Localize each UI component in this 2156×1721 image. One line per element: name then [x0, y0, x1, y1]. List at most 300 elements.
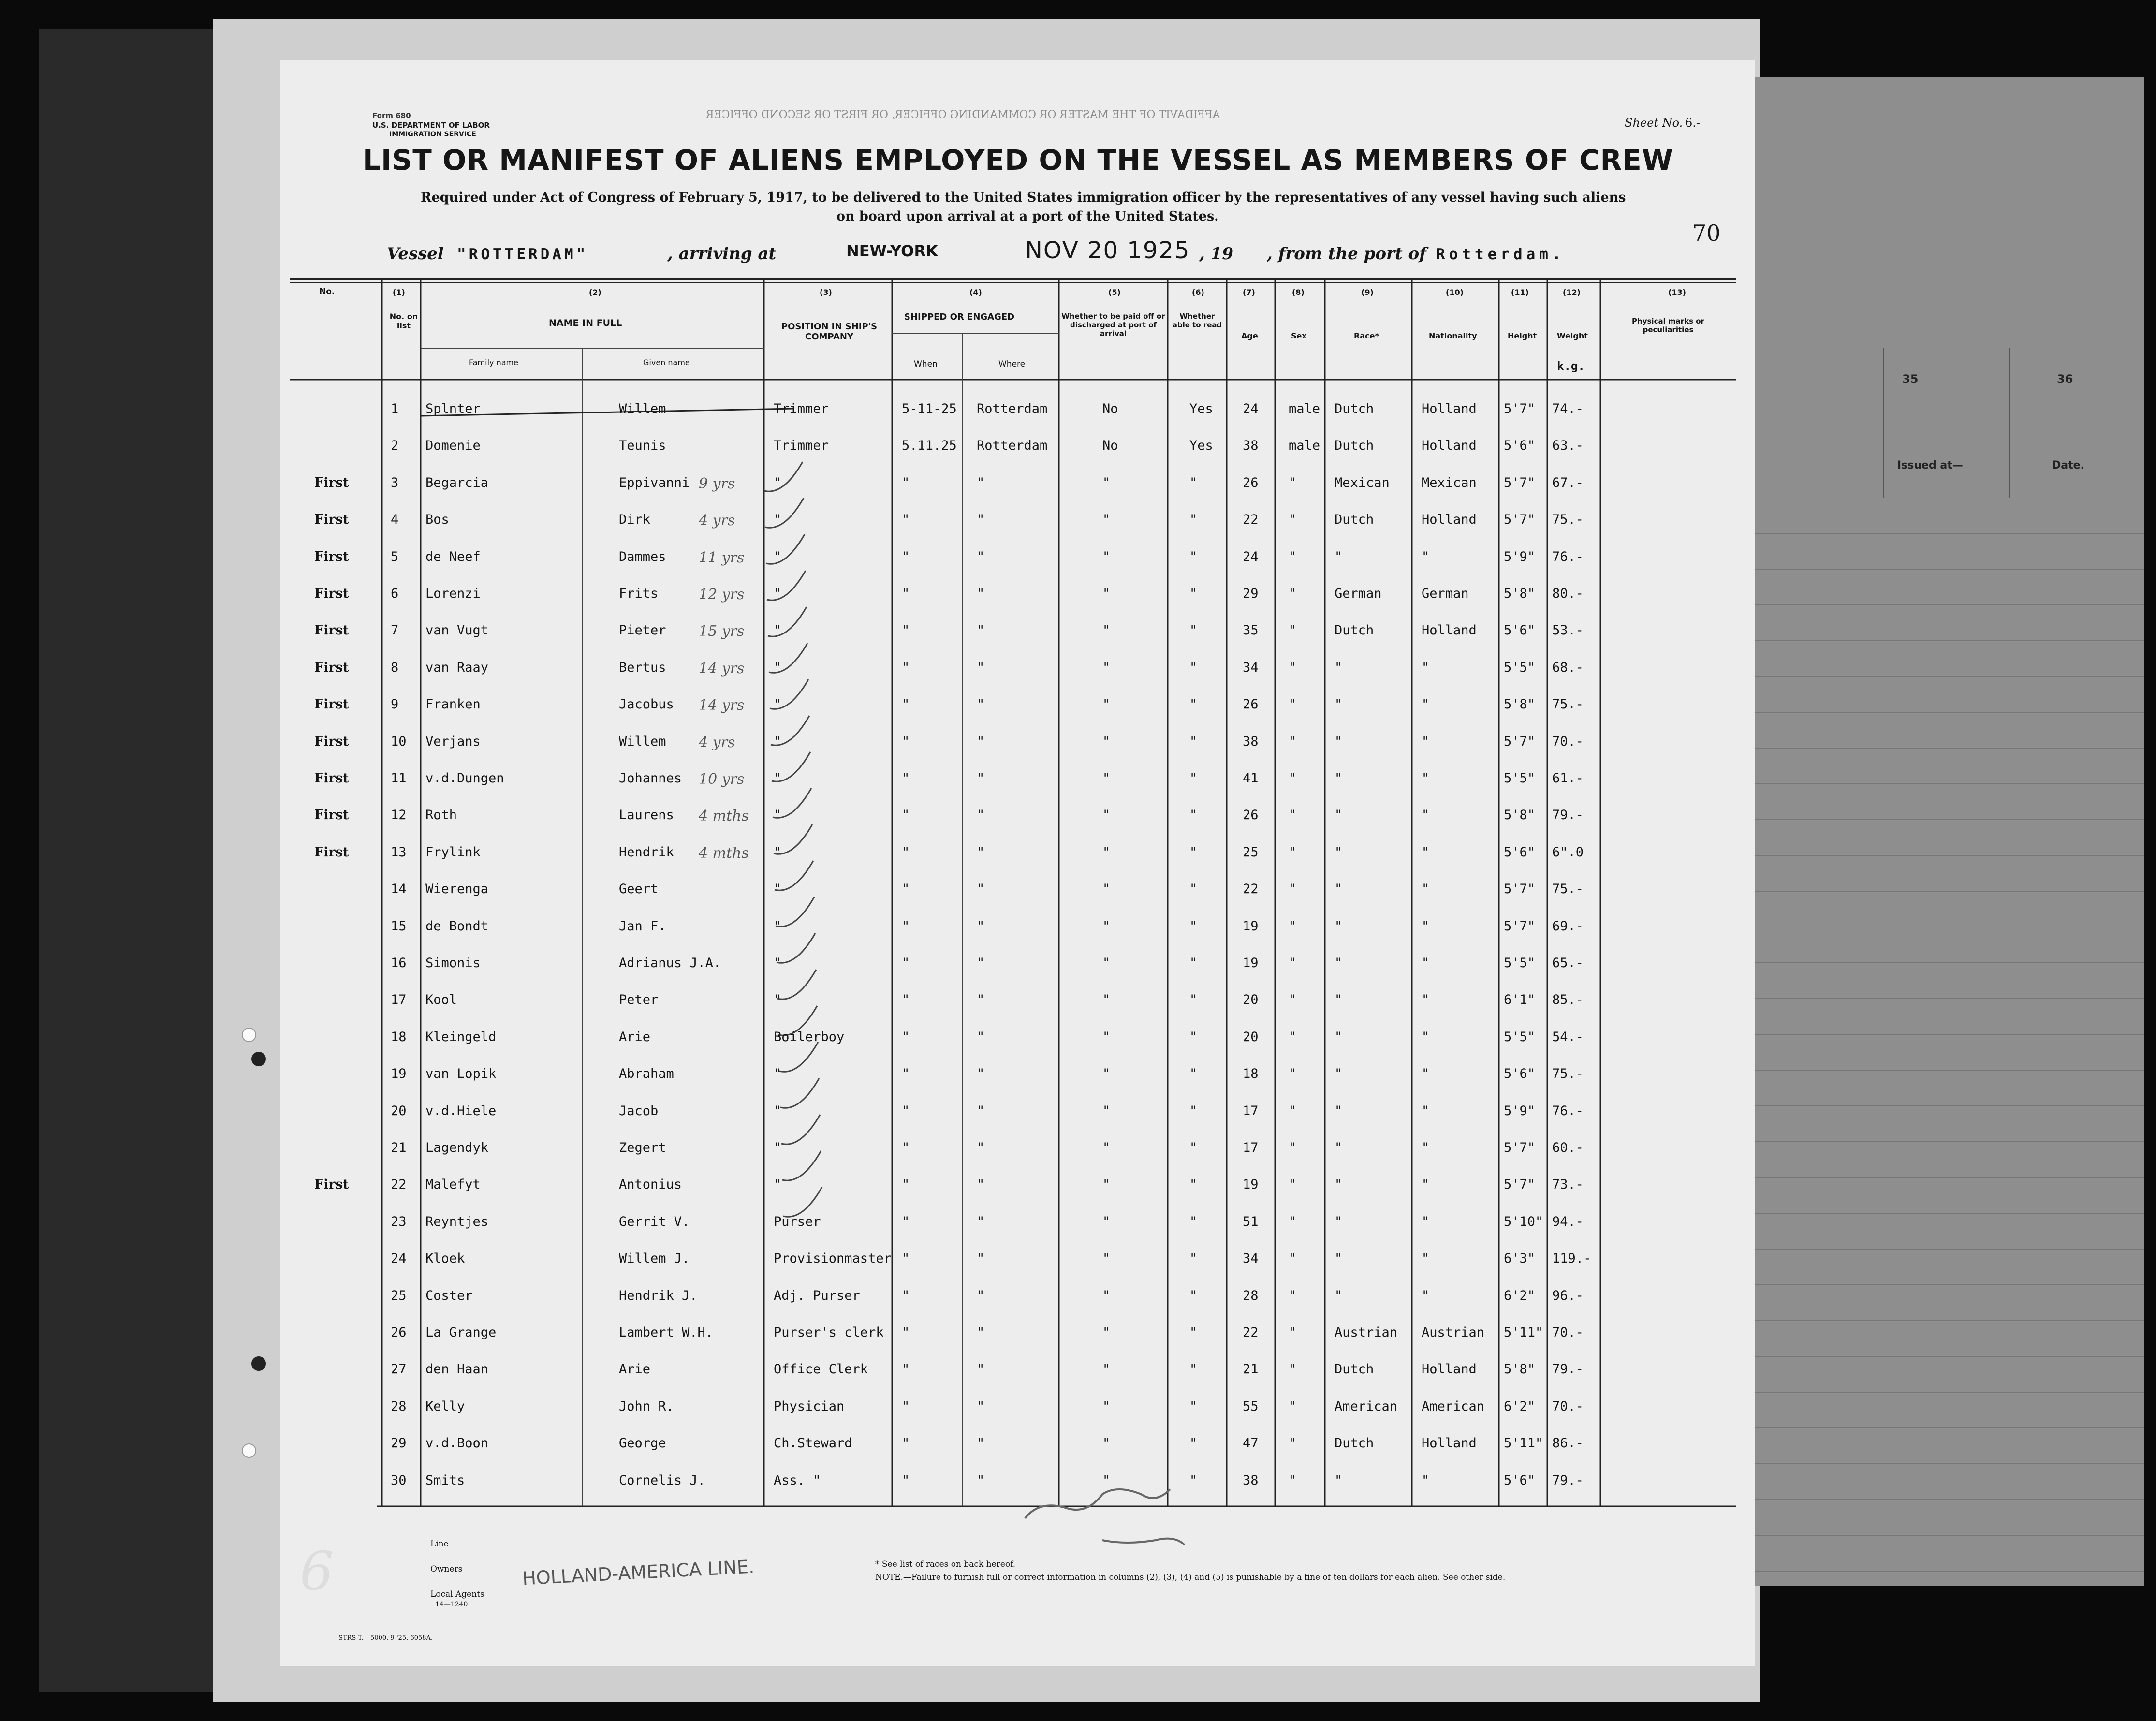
row-paid-off: ": [1102, 1362, 1111, 1377]
row-weight: 86.-: [1552, 1436, 1584, 1451]
row-position: ": [774, 623, 782, 638]
row-race: ": [1335, 734, 1343, 749]
row-race: ": [1335, 882, 1343, 897]
row-nationality: ": [1422, 1103, 1430, 1118]
row-given-name: Willem: [619, 734, 666, 749]
row-shipped-where: ": [977, 882, 985, 897]
row-sex: ": [1289, 697, 1297, 712]
row-sex: male: [1289, 401, 1320, 416]
row-shipped-where: ": [977, 1362, 985, 1377]
row-given-name: Antonius: [619, 1177, 682, 1192]
row-weight: 6".0: [1552, 844, 1584, 860]
col1-label: No. on list: [389, 312, 418, 330]
row-able-to-read: ": [1189, 660, 1198, 675]
col4-number: (4): [969, 288, 982, 297]
row-paid-off: No: [1102, 438, 1118, 454]
row-given-name: Hendrik: [619, 844, 674, 860]
row-weight: 63.-: [1552, 438, 1584, 454]
row-position: ": [774, 549, 782, 564]
row-mark: First: [314, 771, 349, 786]
row-race: Mexican: [1335, 475, 1390, 490]
row-able-to-read: ": [1189, 697, 1198, 712]
local-agents-label: Local Agents: [430, 1589, 484, 1599]
date-stamp: NOV 20 1925: [1025, 237, 1190, 264]
row-given-name: Gerrit V.: [619, 1214, 690, 1229]
row-family-name: van Raay: [425, 660, 489, 675]
row-height: 6'2": [1504, 1288, 1536, 1303]
row-shipped-where: ": [977, 844, 985, 860]
row-able-to-read: ": [1189, 512, 1198, 528]
row-weight: 70.-: [1552, 1325, 1584, 1340]
row-position: Trimmer: [774, 401, 829, 416]
row-age: 19: [1243, 1177, 1259, 1192]
row-paid-off: ": [1102, 623, 1111, 638]
row-shipped-where: ": [977, 992, 985, 1008]
row-number: 6: [391, 586, 399, 601]
row-sex: ": [1289, 1140, 1297, 1155]
col1-number: (1): [393, 288, 405, 297]
row-able-to-read: ": [1189, 992, 1198, 1008]
row-race: ": [1335, 808, 1343, 823]
row-number: 27: [391, 1362, 407, 1377]
row-position: ": [774, 475, 782, 490]
col5-label: Whether to be paid off or discharged at port of arrival: [1061, 312, 1165, 338]
row-age: 21: [1243, 1362, 1259, 1377]
row-race: ": [1335, 844, 1343, 860]
row-shipped-when: ": [902, 844, 910, 860]
row-weight: 54.-: [1552, 1029, 1584, 1044]
col4-label: SHIPPED OR ENGAGED: [904, 312, 1015, 322]
row-shipped-where: ": [977, 512, 985, 528]
row-height: 6'2": [1504, 1398, 1536, 1414]
row-sex: ": [1289, 549, 1297, 564]
row-sex: ": [1289, 512, 1297, 528]
row-mark: First: [314, 512, 349, 528]
row-height: 5'9": [1504, 1103, 1536, 1118]
row-sex: ": [1289, 1398, 1297, 1414]
row-weight: 119.-: [1552, 1251, 1592, 1266]
row-mark: First: [314, 549, 349, 564]
row-weight: 70.-: [1552, 734, 1584, 749]
row-race: ": [1335, 918, 1343, 934]
row-weight: 79.-: [1552, 808, 1584, 823]
row-race: German: [1335, 586, 1382, 601]
row-given-name: Peter: [619, 992, 659, 1008]
row-shipped-when: ": [902, 697, 910, 712]
row-number: 25: [391, 1288, 407, 1303]
row-weight: 60.-: [1552, 1140, 1584, 1155]
races-note: * See list of races on back hereof.: [875, 1559, 1016, 1569]
row-family-name: Wierenga: [425, 882, 489, 897]
requirement-line-2: on board upon arrival at a port of the United States.: [836, 209, 1219, 224]
row-nationality: ": [1422, 1288, 1430, 1303]
row-nationality: ": [1422, 992, 1430, 1008]
col13-label: Physical marks or peculiarities: [1632, 317, 1704, 334]
row-given-name: Adrianus J.A.: [619, 956, 721, 971]
row-height: 5'7": [1504, 734, 1536, 749]
col3-label: POSITION IN SHIP'S COMPANY: [781, 322, 878, 342]
row-shipped-when: ": [902, 475, 910, 490]
col4-when-header: When: [914, 359, 938, 369]
col9-label: Race*: [1354, 331, 1379, 340]
row-able-to-read: ": [1189, 586, 1198, 601]
row-paid-off: ": [1102, 1066, 1111, 1082]
row-given-name: Jan F.: [619, 918, 666, 934]
row-age: 19: [1243, 956, 1259, 971]
row-family-name: van Vugt: [425, 623, 489, 638]
row-given-name: Frits: [619, 586, 659, 601]
row-family-name: Coster: [425, 1288, 473, 1303]
row-family-name: v.d.Boon: [425, 1436, 489, 1451]
row-given-name: Hendrik J.: [619, 1288, 698, 1303]
row-race: Dutch: [1335, 438, 1374, 454]
row-weight: 74.-: [1552, 401, 1584, 416]
row-able-to-read: ": [1189, 844, 1198, 860]
row-shipped-when: ": [902, 512, 910, 528]
row-family-name: de Neef: [425, 549, 481, 564]
row-nationality: ": [1422, 1251, 1430, 1266]
row-position: ": [774, 956, 782, 971]
row-family-name: Malefyt: [425, 1177, 481, 1192]
row-shipped-when: ": [902, 1214, 910, 1229]
row-paid-off: ": [1102, 808, 1111, 823]
row-number: 2: [391, 438, 399, 454]
row-number: 3: [391, 475, 399, 490]
from-port: Rotterdam.: [1436, 246, 1565, 263]
row-shipped-when: ": [902, 1103, 910, 1118]
row-paid-off: ": [1102, 1251, 1111, 1266]
vessel-label: Vessel: [387, 244, 444, 264]
row-given-name: Geert: [619, 882, 659, 897]
row-handwritten-note: 14 yrs: [699, 697, 745, 714]
row-weight: 53.-: [1552, 623, 1584, 638]
ruled-lines: [1738, 498, 2144, 1586]
row-able-to-read: ": [1189, 1436, 1198, 1451]
year-label: , 19: [1199, 244, 1233, 264]
row-position: ": [774, 512, 782, 528]
row-position: ": [774, 992, 782, 1008]
row-weight: 75.-: [1552, 882, 1584, 897]
row-nationality: Holland: [1422, 401, 1477, 416]
row-number: 5: [391, 549, 399, 564]
row-mark: First: [314, 734, 349, 749]
row-given-name: Pieter: [619, 623, 666, 638]
row-race: Dutch: [1335, 1362, 1374, 1377]
row-shipped-where: ": [977, 1436, 985, 1451]
row-height: 5'9": [1504, 549, 1536, 564]
row-sex: ": [1289, 918, 1297, 934]
row-sex: ": [1289, 844, 1297, 860]
from-port-label: , from the port of: [1267, 244, 1426, 264]
row-shipped-when: ": [902, 808, 910, 823]
row-shipped-when: ": [902, 918, 910, 934]
row-nationality: ": [1422, 882, 1430, 897]
row-shipped-where: ": [977, 623, 985, 638]
date-label: Date.: [2052, 459, 2084, 471]
row-able-to-read: ": [1189, 771, 1198, 786]
row-height: 5'8": [1504, 808, 1536, 823]
col12-label: Weight: [1557, 331, 1588, 340]
row-weight: 75.-: [1552, 512, 1584, 528]
row-race: Dutch: [1335, 401, 1374, 416]
row-able-to-read: ": [1189, 1029, 1198, 1044]
col9-number: (9): [1361, 288, 1374, 297]
row-able-to-read: ": [1189, 1398, 1198, 1414]
row-family-name: La Grange: [425, 1325, 497, 1340]
row-position: ": [774, 697, 782, 712]
row-weight: 76.-: [1552, 549, 1584, 564]
row-number: 4: [391, 512, 399, 528]
row-nationality: ": [1422, 660, 1430, 675]
row-number: 24: [391, 1251, 407, 1266]
row-height: 5'8": [1504, 1362, 1536, 1377]
row-given-name: Teunis: [619, 438, 666, 454]
col3-number: (3): [820, 288, 832, 297]
row-shipped-where: ": [977, 1140, 985, 1155]
punch-hole: [242, 1443, 256, 1458]
row-mark: First: [314, 586, 349, 601]
row-paid-off: ": [1102, 1177, 1111, 1192]
row-shipped-when: ": [902, 586, 910, 601]
row-height: 5'6": [1504, 1472, 1536, 1488]
row-given-name: Lambert W.H.: [619, 1325, 714, 1340]
row-sex: ": [1289, 475, 1297, 490]
row-given-name: Willem: [619, 401, 666, 416]
row-height: 5'5": [1504, 771, 1536, 786]
row-shipped-when: ": [902, 1398, 910, 1414]
row-race: ": [1335, 697, 1343, 712]
row-position: ": [774, 918, 782, 934]
row-weight: 69.-: [1552, 918, 1584, 934]
col12-number: (12): [1563, 288, 1581, 297]
row-age: 26: [1243, 475, 1259, 490]
row-handwritten-note: 12 yrs: [699, 586, 745, 603]
service: IMMIGRATION SERVICE: [389, 131, 476, 138]
row-age: 18: [1243, 1066, 1259, 1082]
row-number: 29: [391, 1436, 407, 1451]
row-position: ": [774, 1066, 782, 1082]
row-able-to-read: Yes: [1189, 401, 1213, 416]
row-weight: 96.-: [1552, 1288, 1584, 1303]
row-sex: ": [1289, 660, 1297, 675]
row-race: ": [1335, 549, 1343, 564]
row-paid-off: ": [1102, 1140, 1111, 1155]
row-paid-off: ": [1102, 549, 1111, 564]
col7-number: (7): [1243, 288, 1255, 297]
row-able-to-read: ": [1189, 808, 1198, 823]
row-nationality: German: [1422, 586, 1469, 601]
row-number: 13: [391, 844, 407, 860]
row-position: Boilerboy: [774, 1029, 845, 1044]
row-paid-off: ": [1102, 771, 1111, 786]
form-number: Form 680: [372, 111, 411, 120]
row-shipped-when: ": [902, 882, 910, 897]
row-weight: 94.-: [1552, 1214, 1584, 1229]
row-shipped-where: ": [977, 549, 985, 564]
row-nationality: ": [1422, 956, 1430, 971]
col36-header: 36: [2057, 372, 2073, 386]
row-race: ": [1335, 1177, 1343, 1192]
row-weight: 67.-: [1552, 475, 1584, 490]
row-shipped-where: ": [977, 1029, 985, 1044]
row-height: 5'6": [1504, 438, 1536, 454]
row-height: 5'7": [1504, 882, 1536, 897]
row-race: ": [1335, 1472, 1343, 1488]
row-shipped-where: ": [977, 1472, 985, 1488]
col8-label: Sex: [1291, 331, 1307, 340]
row-able-to-read: ": [1189, 1251, 1198, 1266]
row-nationality: ": [1422, 771, 1430, 786]
row-nationality: Holland: [1422, 512, 1477, 528]
row-position: Provisionmaster: [774, 1251, 892, 1266]
col-no-header: No.: [319, 287, 335, 296]
row-nationality: ": [1422, 918, 1430, 934]
adjacent-sheet: [1731, 77, 2144, 1586]
row-height: 5'8": [1504, 586, 1536, 601]
row-number: 17: [391, 992, 407, 1008]
row-height: 5'5": [1504, 956, 1536, 971]
row-handwritten-note: 15 yrs: [699, 623, 745, 640]
row-able-to-read: ": [1189, 956, 1198, 971]
row-paid-off: ": [1102, 844, 1111, 860]
row-family-name: Splnter: [425, 401, 481, 416]
row-nationality: ": [1422, 1214, 1430, 1229]
row-given-name: Bertus: [619, 660, 666, 675]
row-race: ": [1335, 1103, 1343, 1118]
row-nationality: ": [1422, 1177, 1430, 1192]
row-height: 5'11": [1504, 1325, 1543, 1340]
row-paid-off: No: [1102, 401, 1118, 416]
row-shipped-where: ": [977, 1398, 985, 1414]
row-height: 5'5": [1504, 1029, 1536, 1044]
row-weight: 65.-: [1552, 956, 1584, 971]
row-shipped-when: ": [902, 771, 910, 786]
row-shipped-when: ": [902, 1288, 910, 1303]
row-nationality: ": [1422, 844, 1430, 860]
row-shipped-where: ": [977, 1103, 985, 1118]
row-height: 5'6": [1504, 844, 1536, 860]
row-nationality: ": [1422, 734, 1430, 749]
row-number: 23: [391, 1214, 407, 1229]
row-race: ": [1335, 1066, 1343, 1082]
row-weight: 75.-: [1552, 1066, 1584, 1082]
table-grid: [280, 60, 1755, 1666]
row-position: Purser: [774, 1214, 821, 1229]
row-paid-off: ": [1102, 1325, 1111, 1340]
row-age: 19: [1243, 918, 1259, 934]
row-age: 51: [1243, 1214, 1259, 1229]
row-position: Physician: [774, 1398, 845, 1414]
row-weight: 79.-: [1552, 1362, 1584, 1377]
row-nationality: ": [1422, 808, 1430, 823]
row-shipped-when: ": [902, 1436, 910, 1451]
col2-label: NAME IN FULL: [549, 318, 622, 328]
row-height: 5'7": [1504, 1177, 1536, 1192]
row-weight: 68.-: [1552, 660, 1584, 675]
row-shipped-when: ": [902, 1362, 910, 1377]
row-nationality: Holland: [1422, 438, 1477, 454]
row-shipped-where: ": [977, 1214, 985, 1229]
row-nationality: ": [1422, 549, 1430, 564]
row-nationality: ": [1422, 1029, 1430, 1044]
row-age: 55: [1243, 1398, 1259, 1414]
row-position: ": [774, 660, 782, 675]
row-paid-off: ": [1102, 956, 1111, 971]
col6-label: Whether able to read: [1172, 312, 1222, 329]
row-shipped-where: ": [977, 1288, 985, 1303]
row-shipped-where: ": [977, 956, 985, 971]
row-family-name: Roth: [425, 808, 457, 823]
row-paid-off: ": [1102, 1472, 1111, 1488]
row-nationality: Mexican: [1422, 475, 1477, 490]
row-sex: ": [1289, 1325, 1297, 1340]
row-sex: ": [1289, 734, 1297, 749]
row-paid-off: ": [1102, 1436, 1111, 1451]
row-race: ": [1335, 660, 1343, 675]
row-age: 22: [1243, 1325, 1259, 1340]
row-race: ": [1335, 771, 1343, 786]
form-title: LIST OR MANIFEST OF ALIENS EMPLOYED ON THE VESSEL AS MEMBERS OF CREW: [363, 144, 1673, 177]
row-position: ": [774, 1103, 782, 1118]
row-number: 1: [391, 401, 399, 416]
row-shipped-when: ": [902, 549, 910, 564]
row-shipped-when: ": [902, 660, 910, 675]
row-family-name: Lorenzi: [425, 586, 481, 601]
vessel-name: "ROTTERDAM": [457, 246, 588, 263]
row-sex: ": [1289, 808, 1297, 823]
row-paid-off: ": [1102, 882, 1111, 897]
row-family-name: Domenie: [425, 438, 481, 454]
row-able-to-read: ": [1189, 549, 1198, 564]
row-number: 10: [391, 734, 407, 749]
print-code: STRS T. – 5000. 9-'25. 6058A.: [338, 1634, 433, 1642]
row-number: 22: [391, 1177, 407, 1192]
row-given-name: Willem J.: [619, 1251, 690, 1266]
row-able-to-read: ": [1189, 1362, 1198, 1377]
row-height: 5'7": [1504, 475, 1536, 490]
row-weight: 79.-: [1552, 1472, 1584, 1488]
row-age: 34: [1243, 1251, 1259, 1266]
row-sex: ": [1289, 1214, 1297, 1229]
row-handwritten-note: 10 yrs: [699, 771, 745, 788]
row-given-name: Dammes: [619, 549, 666, 564]
row-able-to-read: ": [1189, 1103, 1198, 1118]
row-able-to-read: ": [1189, 734, 1198, 749]
row-mark: First: [314, 1177, 349, 1192]
row-age: 34: [1243, 660, 1259, 675]
row-position: ": [774, 586, 782, 601]
row-height: 6'3": [1504, 1251, 1536, 1266]
row-race: ": [1335, 1140, 1343, 1155]
row-position: Office Clerk: [774, 1362, 868, 1377]
binder-background: [39, 29, 222, 1692]
row-height: 5'5": [1504, 660, 1536, 675]
row-shipped-when: ": [902, 992, 910, 1008]
row-age: 17: [1243, 1103, 1259, 1118]
row-given-name: Zegert: [619, 1140, 666, 1155]
row-position: Adj. Purser: [774, 1288, 860, 1303]
page-number: 70: [1692, 220, 1721, 246]
row-sex: ": [1289, 1436, 1297, 1451]
row-position: Ch.Steward: [774, 1436, 852, 1451]
row-family-name: Kool: [425, 992, 457, 1008]
row-weight: 85.-: [1552, 992, 1584, 1008]
col7-label: Age: [1241, 331, 1258, 340]
row-shipped-when: ": [902, 1029, 910, 1044]
local-agents-code: 14—1240: [435, 1601, 468, 1608]
row-race: Dutch: [1335, 1436, 1374, 1451]
row-sex: ": [1289, 623, 1297, 638]
